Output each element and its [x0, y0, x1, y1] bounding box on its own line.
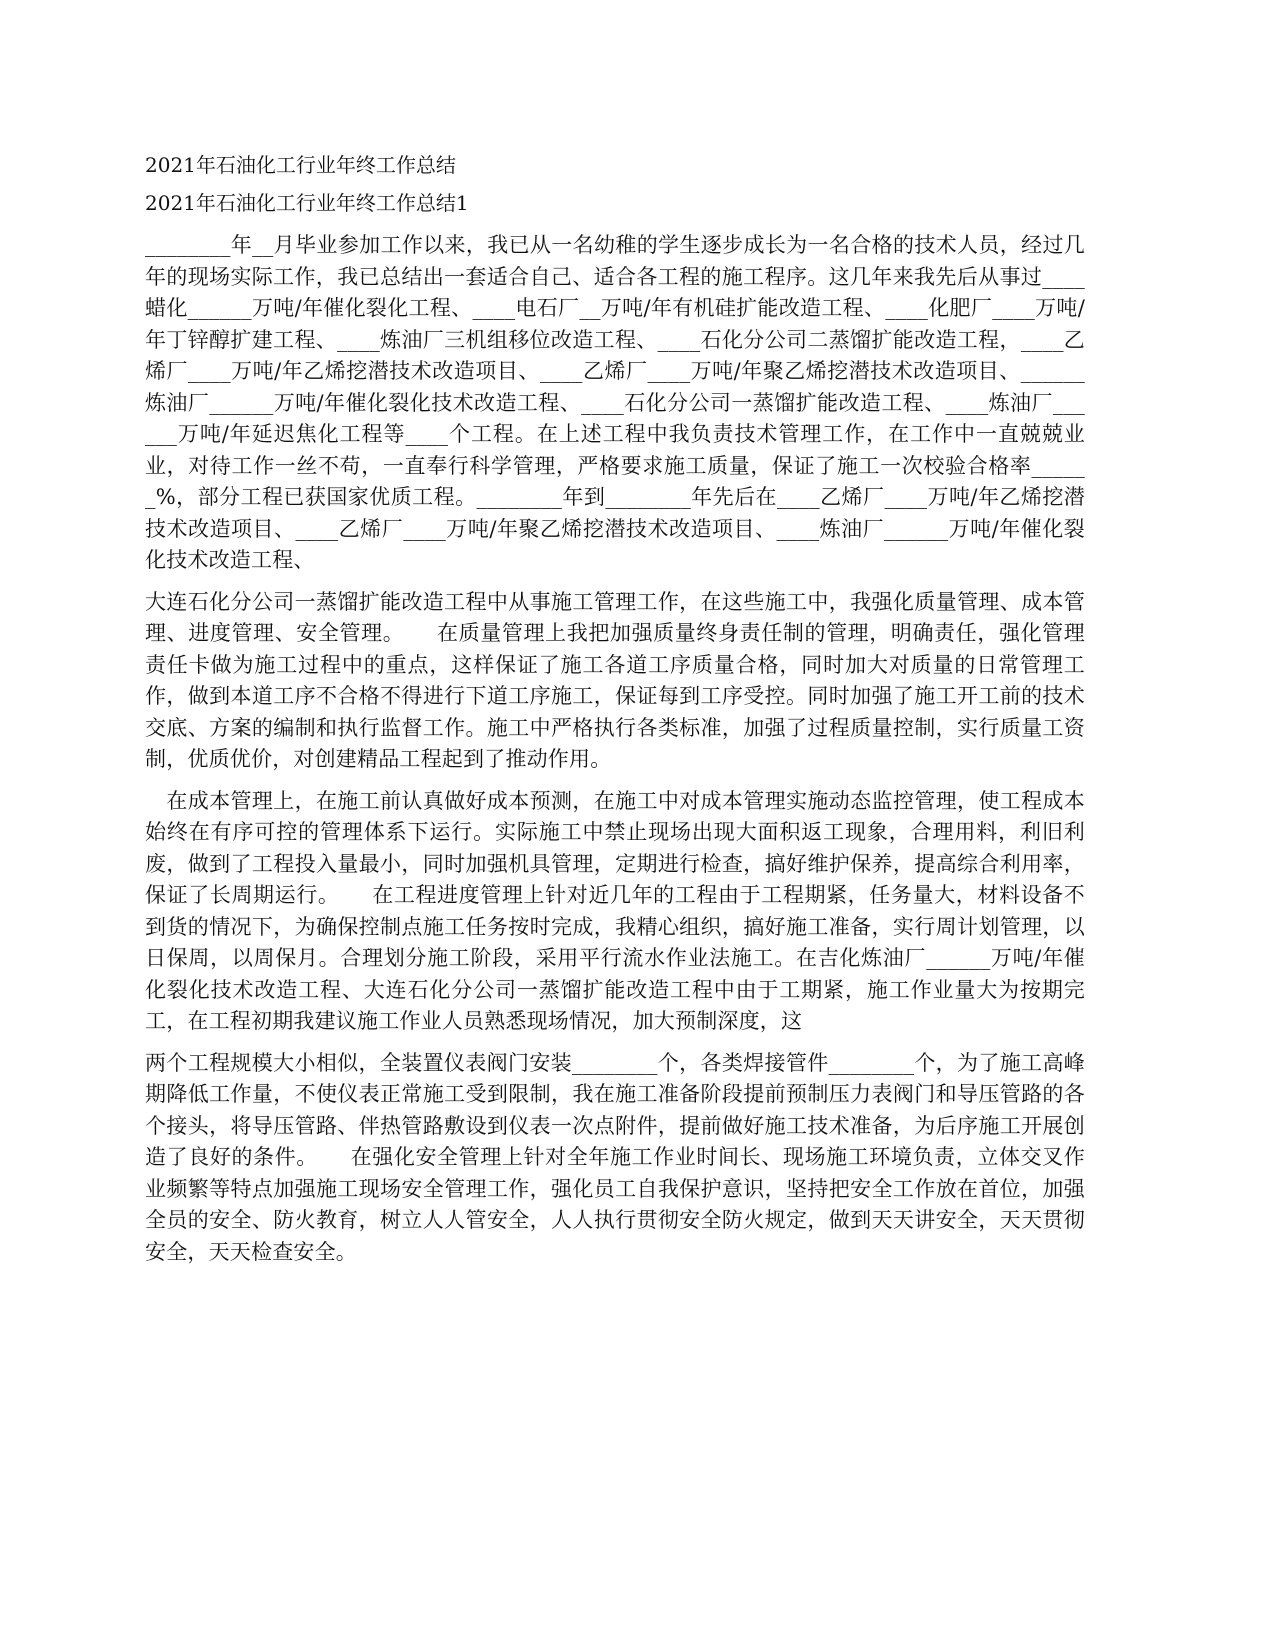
paragraph-3: 在成本管理上，在施工前认真做好成本预测，在施工中对成本管理实施动态监控管理，使工程成本始终在有序可控的管理体系下运行。实际施工中禁止现场出现大面积返工现象，合理用料，利旧利废，做到了工程投入量最小，同时加强机具管理，定期进行检查，搞好维护保养，提高综合利用率，保证了长周期运行。 在工程进度管理上针对近几年的工程由于工程期紧，任务量大，材料设备不到货的情况下，为确保控制点施工任务按时完成，我精心组织，搞好施工准备，实行周计划管理，以日保周，以周保月。合理划分施工阶段，采用平行流水作业法施工。在吉化炼油厂______万吨/年催化裂化技术改造工程、大连石化分公司一蒸馏扩能改造工程中由于工期紧，施工作业量大为按期完工，在工程初期我建议施工作业人员熟悉现场情况，加大预制深度，这 — [145, 788, 1085, 1033]
document-subtitle: 2021年石油化工行业年终工作总结1 — [145, 191, 469, 215]
paragraph-2: 大连石化分公司一蒸馏扩能改造工程中从事施工管理工作，在这些施工中，我强化质量管理、成本管理、进度管理、安全管理。 在质量管理上我把加强质量终身责任制的管理，明确责任，强化管理责任卡做为施工过程中的重点，这样保证了施工各道工序质量合格，同时加大对质量的日常管理工作，做到本道工序不合格不得进行下道工序施工，保证每到工序受控。同时加强了施工开工前的技术交底、方案的编制和执行监督工作。施工中严格执行各类标准，加强了过程质量控制，实行质量工资制，优质优价，对创建精品工程起到了推动作用。 — [145, 589, 1085, 771]
paragraph-4: 两个工程规模大小相似，全装置仪表阀门安装________个，各类焊接管件________个，为了施工高峰期降低工作量，不使仪表正常施工受到限制，我在施工准备阶段提前预制压力表阀门和导压管路的各个接头，将导压管路、伴热管路敷设到仪表一次点附件，提前做好施工技术准备，为后序施工开展创造了良好的条件。 在强化安全管理上针对全年施工作业时间长、现场施工环境负责，立体交叉作业频繁等特点加强施工现场安全管理工作，强化员工自我保护意识，坚持把安全工作放在首位，加强全员的安全、防火教育，树立人人管安全，人人执行贯彻安全防火规定，做到天天讲安全，天天贯彻安全，天天检查安全。 — [145, 1050, 1085, 1264]
document-title: 2021年石油化工行业年终工作总结 — [145, 153, 456, 177]
document-body — [145, 150, 1085, 1268]
paragraph-1: ________年__月毕业参加工作以来，我已从一名幼稚的学生逐步成长为一名合格的技术人员，经过几年的现场实际工作，我已总结出一套适合自己、适合各工程的施工程序。这几年来我先后从事过____蜡化______万吨/年催化裂化工程、____电石厂__万吨/年有机硅扩能改造工程、____化肥厂____万吨/年丁锌醇扩建工程、____炼油厂三机组移位改造工程、____石化分公司二蒸馏扩能改造工程，____乙烯厂____万吨/年乙烯挖潜技术改造项目、____乙烯厂____万吨/年聚乙烯挖潜技术改造项目、______炼油厂______万吨/年催化裂化技术改造工程、____石化分公司一蒸馏扩能改造工程、____炼油厂______万吨/年延迟焦化工程等____个工程。在上述工程中我负责技术管理工作，在工作中一直兢兢业业，对待工作一丝不苟，一直奉行科学管理，严格要求施工质量，保证了施工一次校验合格率______%，部分工程已获国家优质工程。________年到________年先后在____乙烯厂____万吨/年乙烯挖潜技术改造项目、____乙烯厂____万吨/年聚乙烯挖潜技术改造项目、____炼油厂______万吨/年催化裂化技术改造工程、 — [145, 233, 1085, 572]
